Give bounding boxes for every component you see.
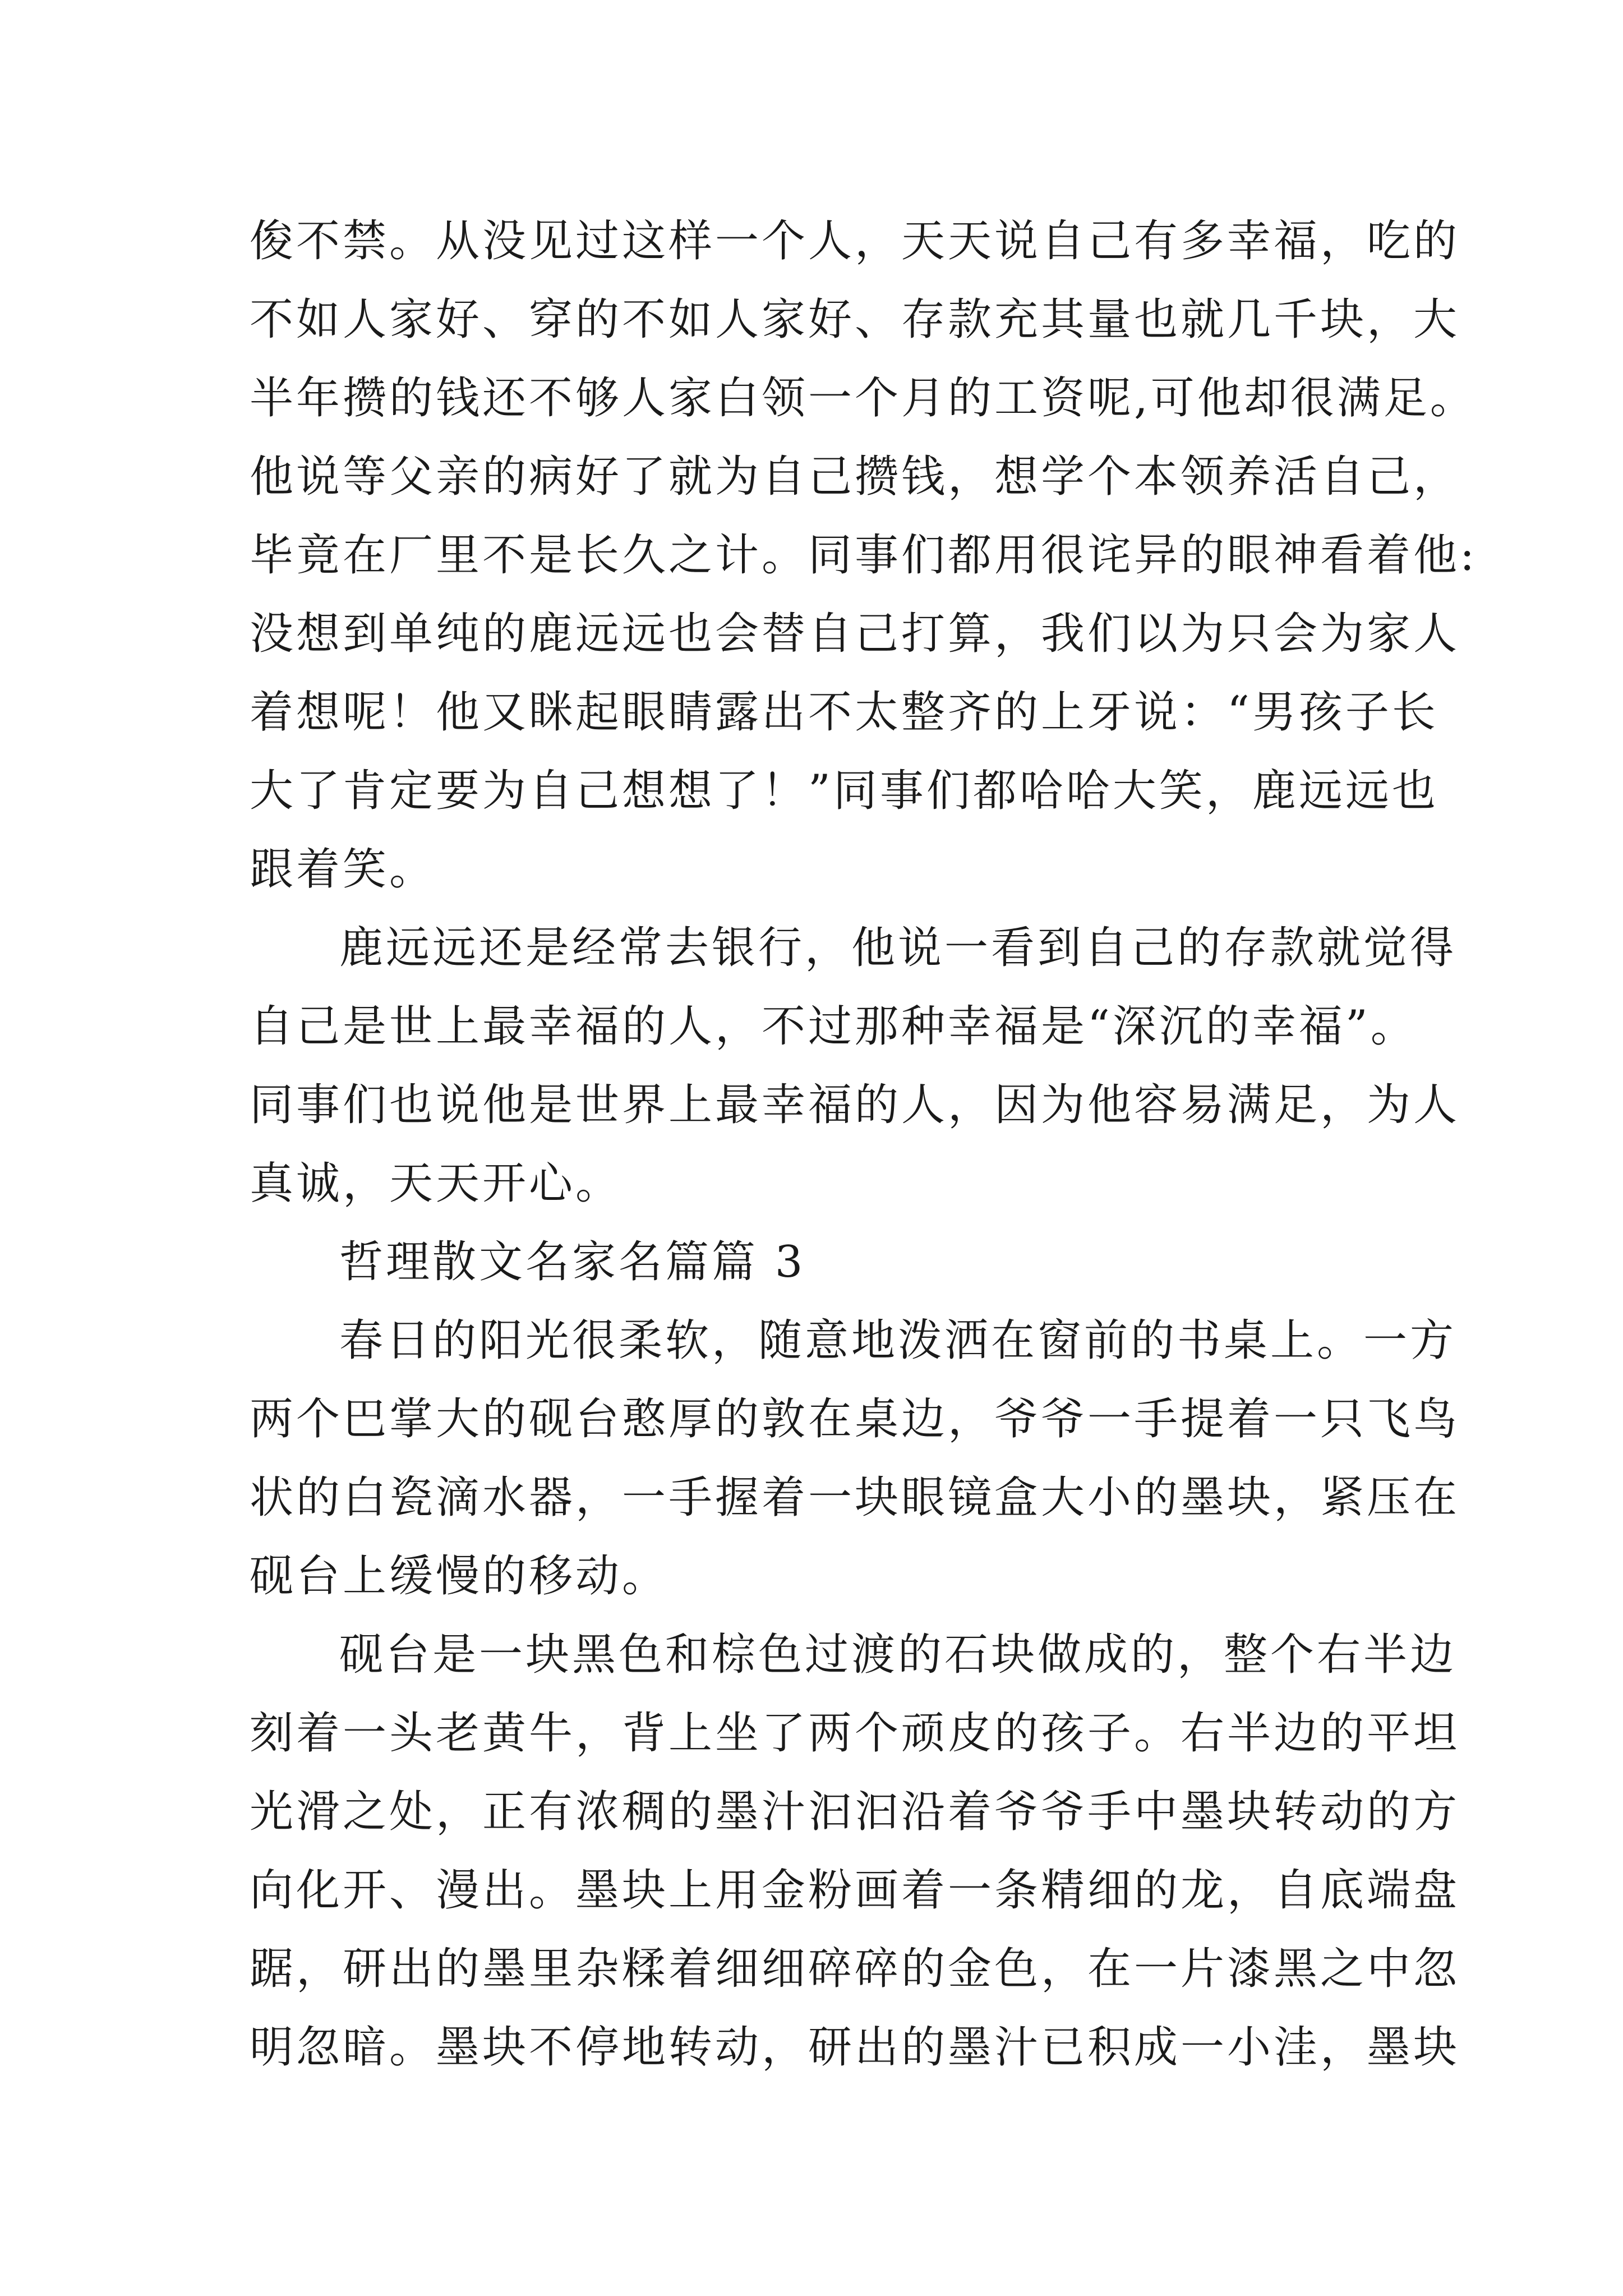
text-line: 砚台是一块黑色和棕色过渡的石块做成的，整个右半边 (339, 1630, 1457, 1680)
text-line: 明忽暗。墨块不停地转动，研出的墨汁已积成一小洼，墨块 (250, 2022, 1460, 2073)
text-line: 状的白瓷滴水器，一手握着一块眼镜盒大小的墨块，紧压在 (250, 1473, 1460, 1523)
text-line: 跟着笑。 (250, 844, 436, 895)
text-line: 没想到单纯的鹿远远也会替自己打算，我们以为只会为家人 (250, 609, 1460, 659)
text-line: 两个巴掌大的砚台憨厚的敦在桌边，爷爷一手提着一只飞鸟 (250, 1394, 1460, 1444)
text-line: 刻着一头老黄牛，背上坐了两个顽皮的孩子。右半边的平坦 (250, 1708, 1460, 1759)
text-line: 着想呢！他又眯起眼睛露出不太整齐的上牙说：“男孩子长 (250, 687, 1438, 738)
text-line: 向化开、漫出。墨块上用金粉画着一条精细的龙，自底端盘 (250, 1865, 1460, 1916)
body-text (250, 202, 1478, 2087)
text-line: 俊不禁。从没见过这样一个人，天天说自己有多幸福，吃的 (250, 216, 1460, 266)
text-line: 砚台上缓慢的移动。 (250, 1551, 669, 1602)
text-line: 真诚，天天开心。 (250, 1158, 623, 1209)
text-line: 光滑之处，正有浓稠的墨汁汩汩沿着爷爷手中墨块转动的方 (250, 1787, 1460, 1837)
text-line: 大了肯定要为自己想想了！”同事们都哈哈大笑，鹿远远也 (250, 766, 1438, 816)
text-line: 不如人家好、穿的不如人家好、存款充其量也就几千块，大 (250, 295, 1460, 345)
text-line: 春日的阳光很柔软，随意地泼洒在窗前的书桌上。一方 (339, 1315, 1457, 1366)
text-line: 踞，研出的墨里杂糅着细细碎碎的金色，在一片漆黑之中忽 (250, 1944, 1460, 1994)
text-line: 毕竟在厂里不是长久之计。同事们都用很诧异的眼神看着他: (250, 530, 1478, 581)
text-line: 自己是世上最幸福的人，不过那种幸福是“深沉的幸福”。 (250, 1001, 1417, 1052)
text-line: 哲理散文名家名篇篇 3 (339, 1237, 806, 1287)
text-line: 同事们也说他是世界上最幸福的人，因为他容易满足，为人 (250, 1080, 1460, 1130)
text-line: 他说等父亲的病好了就为自己攒钱，想学个本领养活自己， (250, 452, 1460, 502)
text-line: 半年攒的钱还不够人家白领一个月的工资呢,可他却很满足。 (250, 373, 1477, 424)
text-line: 鹿远远还是经常去银行，他说一看到自己的存款就觉得 (339, 923, 1457, 973)
